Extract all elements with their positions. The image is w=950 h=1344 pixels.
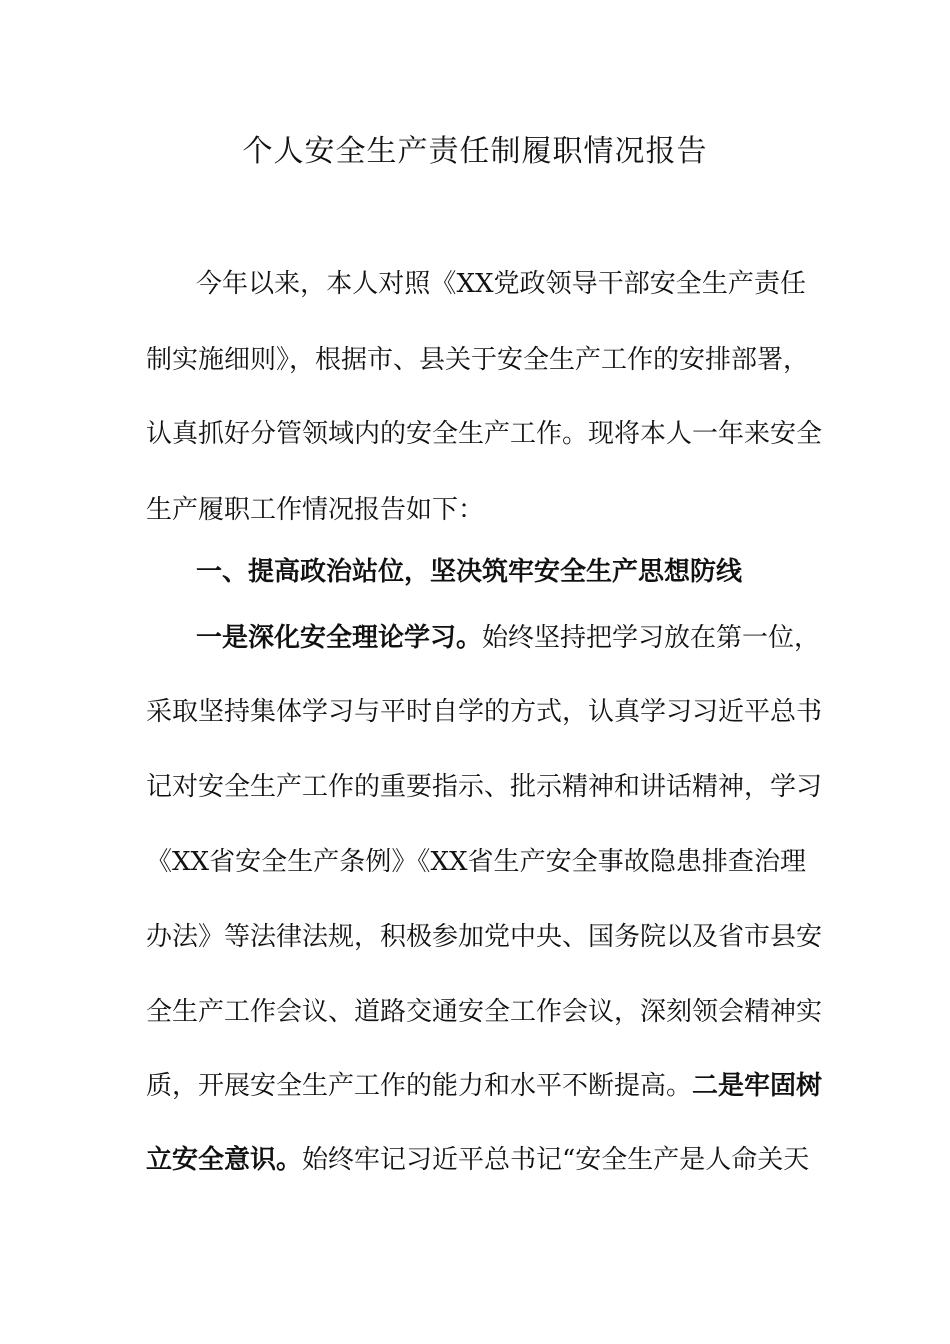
paragraph-2-line-3: 记对安全生产工作的重要指示、批示精神和讲话精神，学习 xyxy=(146,772,823,802)
paragraph-2-point-2-bold: 二是牢固树 xyxy=(692,1071,823,1101)
section-1-heading: 一、提高政治站位，坚决筑牢安全生产思想防线 xyxy=(196,557,743,587)
paragraph-2-line-7 xyxy=(146,1066,823,1106)
paragraph-2-line-8-text: 始终牢记习近平总书记“安全生产是人命关天 xyxy=(302,1145,810,1175)
paragraph-2-lead-bold: 一是深化安全理论学习。 xyxy=(196,623,483,653)
document-title: 个人安全生产责任制履职情况报告 xyxy=(242,134,708,169)
paragraph-2-point-2-bold-cont: 立安全意识。 xyxy=(146,1145,303,1175)
paragraph-2-line-4: 《XX省安全生产条例》《XX省生产安全事故隐患排查治理 xyxy=(146,847,806,877)
paragraph-1-line-2: 制实施细则》，根据市、县关于安全生产工作的安排部署， xyxy=(146,345,810,375)
paragraph-1-line-1: 今年以来，本人对照《XX党政领导干部安全生产责任 xyxy=(196,269,806,299)
paragraph-2-line-7-text: 质，开展安全生产工作的能力和水平不断提高。 xyxy=(146,1071,693,1101)
paragraph-2-line-2: 采取坚持集体学习与平时自学的方式，认真学习习近平总书 xyxy=(146,697,823,727)
paragraph-1-line-4: 生产履职工作情况报告如下： xyxy=(146,495,485,525)
paragraph-1-line-3: 认真抓好分管领域内的安全生产工作。现将本人一年来安全 xyxy=(146,419,823,449)
paragraph-2-line-8 xyxy=(146,1140,810,1180)
paragraph-2-line-1-text: 始终坚持把学习放在第一位， xyxy=(482,623,821,653)
paragraph-2-line-1 xyxy=(196,618,821,658)
paragraph-2-line-6: 全生产工作会议、道路交通安全工作会议，深刻领会精神实 xyxy=(146,997,823,1027)
paragraph-2-line-5: 办法》等法律法规，积极参加党中央、国务院以及省市县安 xyxy=(146,922,823,952)
